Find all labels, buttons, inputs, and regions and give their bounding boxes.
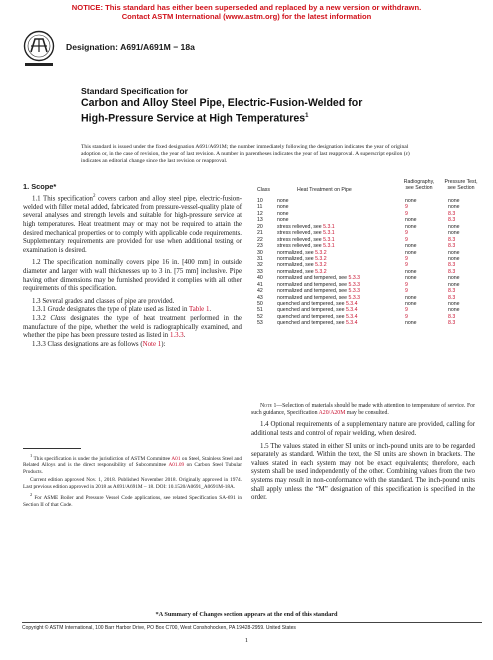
radiography-cell[interactable]: 9 bbox=[405, 210, 408, 217]
section-ref-link[interactable]: 5.3.2 bbox=[315, 249, 327, 256]
scope-heading: 1. Scope* bbox=[23, 182, 57, 191]
class-cell: 12 bbox=[257, 210, 263, 217]
para-1-2: 1.2 The specification nominally covers pipe 16 in. [400 mm] in outside diameter and larger with wall thicknesses up to 3 in. [75 mm] inclusive. Pipe having other dimensions may be furnished provided it complies with all other requirements of this specification. bbox=[23, 259, 242, 293]
radiography-cell[interactable]: 9 bbox=[405, 313, 408, 320]
para-1-3-2-end: . bbox=[183, 332, 186, 340]
class-table-header bbox=[252, 176, 478, 198]
para-1-3-1 bbox=[23, 306, 242, 315]
footnote-2 bbox=[23, 492, 242, 508]
issuance-statement: This standard is issued under the fixed designation A691/A691M; the number immediately following the designation indicates the year of original adoption or, in the case of revision, the year of last revision. A number in parentheses indicates the year of last reapproval. A superscript epsilon (ε) indicates an editorial change since the last revision or reapproval. bbox=[81, 144, 410, 165]
radiography-cell: none bbox=[405, 249, 417, 256]
header-pressure-test bbox=[441, 179, 481, 191]
scope-right-column bbox=[251, 403, 475, 503]
pressure-test-cell: none bbox=[448, 204, 460, 211]
pressure-test-cell[interactable]: 8.3 bbox=[448, 236, 456, 243]
class-cell: 20 bbox=[257, 223, 263, 230]
footnote-2-ref[interactable]: 2 bbox=[93, 194, 96, 199]
heat-treatment-text: none bbox=[277, 198, 289, 204]
pressure-test-cell: none bbox=[448, 275, 460, 282]
note-1-link[interactable]: Note 1 bbox=[142, 340, 162, 348]
a20-spec-link[interactable]: A20/A20M bbox=[318, 410, 346, 417]
class-cell: 43 bbox=[257, 294, 263, 301]
summary-of-changes-note: *A Summary of Changes section appears at the end of this standard bbox=[155, 611, 338, 618]
class-cell: 22 bbox=[257, 236, 263, 243]
pressure-test-cell: none bbox=[448, 281, 460, 288]
astm-logo bbox=[22, 30, 56, 70]
class-cell: 30 bbox=[257, 249, 263, 256]
class-designation-table bbox=[252, 176, 478, 327]
footnotes bbox=[23, 453, 242, 508]
heat-treatment-text: none bbox=[277, 210, 289, 217]
notice-line-1: NOTICE: This standard has either been superseded and replaced by a new version or withdrawn. bbox=[71, 3, 422, 12]
pressure-test-cell[interactable]: 8.3 bbox=[448, 217, 456, 224]
radiography-cell: none bbox=[405, 243, 417, 250]
heat-treatment-text: normalized and tempered, see bbox=[277, 294, 349, 301]
class-cell: 23 bbox=[257, 243, 263, 250]
designation: Designation: A691/A691M − 18a bbox=[66, 42, 195, 52]
heat-treatment-text: stress relieved, see bbox=[277, 236, 324, 243]
pressure-test-cell[interactable]: 8.3 bbox=[448, 313, 456, 320]
pressure-test-cell[interactable]: 8.3 bbox=[448, 243, 456, 250]
heat-treatment-text: normalized and tempered, see bbox=[277, 281, 349, 288]
title-line-3-text: High-Pressure Service at High Temperatures bbox=[81, 112, 306, 125]
section-ref-link[interactable]: 5.3.3 bbox=[348, 288, 361, 295]
footnote-2-text: For ASME Boiler and Pressure Vessel Code applications, see related Specification SA-691 in Section II of that Code. bbox=[23, 495, 242, 508]
footnote-1-mark: 1 bbox=[30, 453, 33, 458]
supersession-notice bbox=[0, 3, 493, 21]
header-radiography-l1: Radiography, bbox=[403, 179, 435, 185]
para-1-5: 1.5 The values stated in either SI units or inch-pound units are to be regarded separately as standard. Within the text, the SI units are shown in brackets. The values stated in each system may not be exact equivalents; therefore, each system shall be used independently of the other. Combining values from the two systems may result in non-conformance with the standard. The inch-pound units shall apply unless the “M” designation of this specification is specified in the order. bbox=[251, 442, 475, 502]
heat-treatment-text: normalized, see bbox=[277, 262, 316, 269]
para-1-3-1-num: 1.3.1 bbox=[32, 306, 48, 314]
note-1-text: —Selection of materials should be made with attention to temperature of service. For such guidance, Specification bbox=[251, 403, 475, 417]
note-1-text-end: may be consulted. bbox=[345, 410, 389, 417]
section-ref-link[interactable]: 5.3.1 bbox=[323, 223, 335, 230]
section-ref-link[interactable]: 5.3.4 bbox=[345, 301, 358, 307]
title-line-1: Standard Specification for bbox=[81, 86, 188, 96]
radiography-cell[interactable]: 9 bbox=[405, 281, 408, 288]
pressure-test-cell: none bbox=[448, 255, 460, 262]
radiography-cell[interactable]: 9 bbox=[405, 262, 408, 269]
class-cell: 33 bbox=[257, 268, 263, 275]
pressure-test-cell: none bbox=[448, 249, 460, 256]
heat-treatment-text: quenched and tempered, see bbox=[277, 313, 346, 320]
radiography-cell[interactable]: 9 bbox=[405, 288, 408, 295]
section-ref-link[interactable]: 5.3.3 bbox=[348, 294, 361, 301]
heat-treatment-text: normalized and tempered, see bbox=[277, 275, 349, 282]
para-1-3-3-end: ): bbox=[161, 340, 166, 348]
heat-treatment-text: stress relieved, see bbox=[277, 230, 324, 237]
header-class: Class bbox=[257, 187, 270, 193]
heat-treatment-text: normalized, see bbox=[277, 255, 316, 262]
header-pressure-l1: Pressure Test, bbox=[444, 179, 478, 185]
header-pressure-l2: see Section bbox=[447, 185, 475, 192]
class-cell: 52 bbox=[257, 313, 263, 320]
radiography-cell[interactable]: 9 bbox=[405, 230, 408, 237]
note-1 bbox=[251, 403, 475, 417]
pressure-test-cell: none bbox=[448, 307, 460, 314]
heat-treatment-text: normalized and tempered, see bbox=[277, 288, 349, 295]
table-row bbox=[252, 320, 474, 326]
radiography-cell: none bbox=[405, 217, 417, 224]
document-title bbox=[81, 86, 411, 126]
class-cell: 10 bbox=[257, 198, 263, 204]
table-1-link[interactable]: Table 1 bbox=[189, 306, 210, 314]
heat-treatment-text: quenched and tempered, see bbox=[277, 301, 346, 307]
pressure-test-cell[interactable]: 8.3 bbox=[448, 320, 456, 327]
radiography-cell: none bbox=[405, 268, 417, 275]
radiography-cell[interactable]: 9 bbox=[405, 255, 408, 262]
title-line-2: Carbon and Alloy Steel Pipe, Electric-Fusion-Welded for bbox=[81, 97, 363, 109]
section-ref-link[interactable]: 5.3.2 bbox=[315, 262, 327, 269]
heat-treatment-cell bbox=[277, 320, 357, 326]
header-heat-treatment: Heat Treatment on Pipe bbox=[297, 187, 352, 193]
class-cell: 32 bbox=[257, 262, 263, 269]
pressure-test-cell[interactable]: 8.3 bbox=[448, 210, 456, 217]
pressure-test-cell: none bbox=[448, 198, 460, 204]
pressure-test-cell: none bbox=[448, 223, 460, 230]
grade-term: Grade bbox=[47, 306, 66, 314]
para-1-3-2-num: 1.3.2 bbox=[32, 315, 51, 323]
section-ref-link[interactable]: 5.3.1 bbox=[323, 243, 335, 250]
title-footnote-mark: 1 bbox=[305, 113, 309, 119]
class-cell: 21 bbox=[257, 230, 263, 237]
radiography-cell: none bbox=[405, 275, 417, 282]
header-radiography bbox=[399, 179, 439, 191]
scope-left-column bbox=[23, 193, 242, 349]
notice-line-2: Contact ASTM International (www.astm.org) for the latest information bbox=[121, 12, 372, 21]
pressure-test-cell: none bbox=[448, 301, 460, 307]
section-ref-link[interactable]: 5.3.1 bbox=[323, 236, 335, 243]
section-ref-link[interactable]: 5.3.4 bbox=[345, 307, 358, 314]
class-cell: 31 bbox=[257, 255, 263, 262]
class-cell: 13 bbox=[257, 217, 263, 224]
note-1-label: Note 1 bbox=[260, 403, 277, 409]
radiography-cell: none bbox=[405, 320, 417, 327]
footnote-2-mark: 2 bbox=[30, 492, 33, 498]
para-1-1-text-cont: covers carbon and alloy steel pipe, electric-fusion-welded with filler metal added, fabricated from pressure-vessel-quality plate of several analyses and strength levels and suitable for high-pressure service at high temperatures. Heat treatment may or may not be required to attain the desired mechanical properties or to comply with applicable code requirements. Supplementary requirements are provided for use when additional testing or examination is desired. bbox=[23, 195, 242, 254]
section-ref-link[interactable]: 5.3.2 bbox=[315, 268, 327, 275]
class-cell: 51 bbox=[257, 307, 263, 314]
radiography-cell: none bbox=[405, 223, 417, 230]
heat-treatment-text: normalized, see bbox=[277, 268, 316, 275]
pressure-test-cell: none bbox=[448, 230, 460, 237]
section-ref-link[interactable]: 5.3.2 bbox=[315, 255, 327, 262]
para-1-3-2 bbox=[23, 315, 242, 341]
heat-treatment-text: stress relieved, see bbox=[277, 223, 324, 230]
section-ref-link[interactable]: 5.3.4 bbox=[345, 313, 358, 320]
page-number: 1 bbox=[244, 637, 249, 644]
heat-treatment-text: quenched and tempered, see bbox=[277, 320, 346, 327]
footnote-divider bbox=[23, 448, 81, 449]
footnote-1-text: This specification is under the jurisdiction of ASTM Committee bbox=[32, 455, 172, 462]
radiography-cell: none bbox=[405, 198, 417, 204]
class-cell: 50 bbox=[257, 301, 263, 307]
para-1-3-3 bbox=[23, 341, 242, 350]
class-cell: 53 bbox=[257, 320, 263, 327]
para-1-3-1-text: designates the type of plate used as listed in bbox=[65, 306, 190, 314]
para-1-1 bbox=[23, 193, 242, 255]
para-1-4: 1.4 Optional requirements of a supplementary nature are provided, calling for additional tests and control of repair welding, when desired. bbox=[251, 421, 475, 437]
heat-treatment-text: none bbox=[277, 217, 289, 224]
footnote-1 bbox=[23, 453, 242, 475]
para-1-3-3-text: 1.3.3 Class designations are as follows ( bbox=[32, 340, 143, 348]
heat-treatment-text: none bbox=[277, 204, 289, 211]
pressure-test-cell[interactable]: 8.3 bbox=[448, 288, 456, 295]
para-1-3-2-text: designates the type of heat treatment performed in the manufacture of the pipe, whether the weld is radiographically examined, and whether the pipe has been pressure tested as listed in bbox=[23, 315, 242, 340]
section-ref-link[interactable]: 5.3.3 bbox=[348, 281, 361, 288]
para-1-3-1-end: . bbox=[209, 306, 212, 314]
para-1-3: 1.3 Several grades and classes of pipe are provided. bbox=[32, 297, 175, 305]
radiography-cell: none bbox=[405, 301, 417, 307]
committee-a01-link[interactable]: A01 bbox=[171, 455, 181, 462]
class-cell: 40 bbox=[257, 275, 263, 282]
footnote-1-text-c: on Carbon Steel Tubular Products. bbox=[23, 462, 242, 475]
pressure-test-cell[interactable]: 8.3 bbox=[448, 262, 456, 269]
class-cell: 42 bbox=[257, 288, 263, 295]
radiography-cell[interactable]: 9 bbox=[405, 204, 408, 211]
astm-logo-icon bbox=[22, 30, 56, 70]
heat-treatment-text: stress relieved, see bbox=[277, 243, 324, 250]
section-1-3-3-link[interactable]: 1.3.3 bbox=[169, 332, 184, 340]
section-ref-link[interactable]: 5.3.4 bbox=[345, 320, 358, 327]
class-table-body bbox=[252, 198, 474, 327]
class-cell: 11 bbox=[257, 204, 263, 211]
footnote-1-text-b: on Steel, Stainless Steel and Related Alloys and is the direct responsibility of Subcommittee bbox=[23, 455, 242, 469]
heat-treatment-text: quenched and tempered, see bbox=[277, 307, 346, 314]
para-1-1-text: 1.1 This specification bbox=[32, 195, 94, 203]
radiography-cell[interactable]: 9 bbox=[405, 236, 408, 243]
header-radiography-l2: see Section bbox=[405, 185, 433, 192]
subcommittee-a01-09-link[interactable]: A01.09 bbox=[168, 462, 185, 469]
title-line-3 bbox=[81, 110, 411, 126]
copyright-line: Copyright © ASTM International, 100 Barr Harbor Drive, PO Box C700, West Conshohocken, PA 19428-2959. United States bbox=[22, 622, 482, 631]
footnote-1-edition: Current edition approved Nov. 1, 2018. Published November 2018. Originally approved in 1974. Last previous edition approved in 2018 as A691/A691M – 18. DOI: 10.1520/A0691_A0691M-18A. bbox=[23, 477, 242, 490]
section-ref-link[interactable]: 5.3.1 bbox=[323, 230, 335, 237]
radiography-cell[interactable]: 9 bbox=[405, 307, 408, 314]
class-term: Class bbox=[50, 315, 66, 323]
class-cell: 41 bbox=[257, 281, 263, 288]
section-ref-link[interactable]: 5.3.3 bbox=[348, 275, 361, 282]
heat-treatment-text: normalized, see bbox=[277, 249, 316, 256]
pressure-test-cell[interactable]: 8.3 bbox=[448, 294, 456, 301]
pressure-test-cell[interactable]: 8.3 bbox=[448, 268, 456, 275]
radiography-cell: none bbox=[405, 294, 417, 301]
